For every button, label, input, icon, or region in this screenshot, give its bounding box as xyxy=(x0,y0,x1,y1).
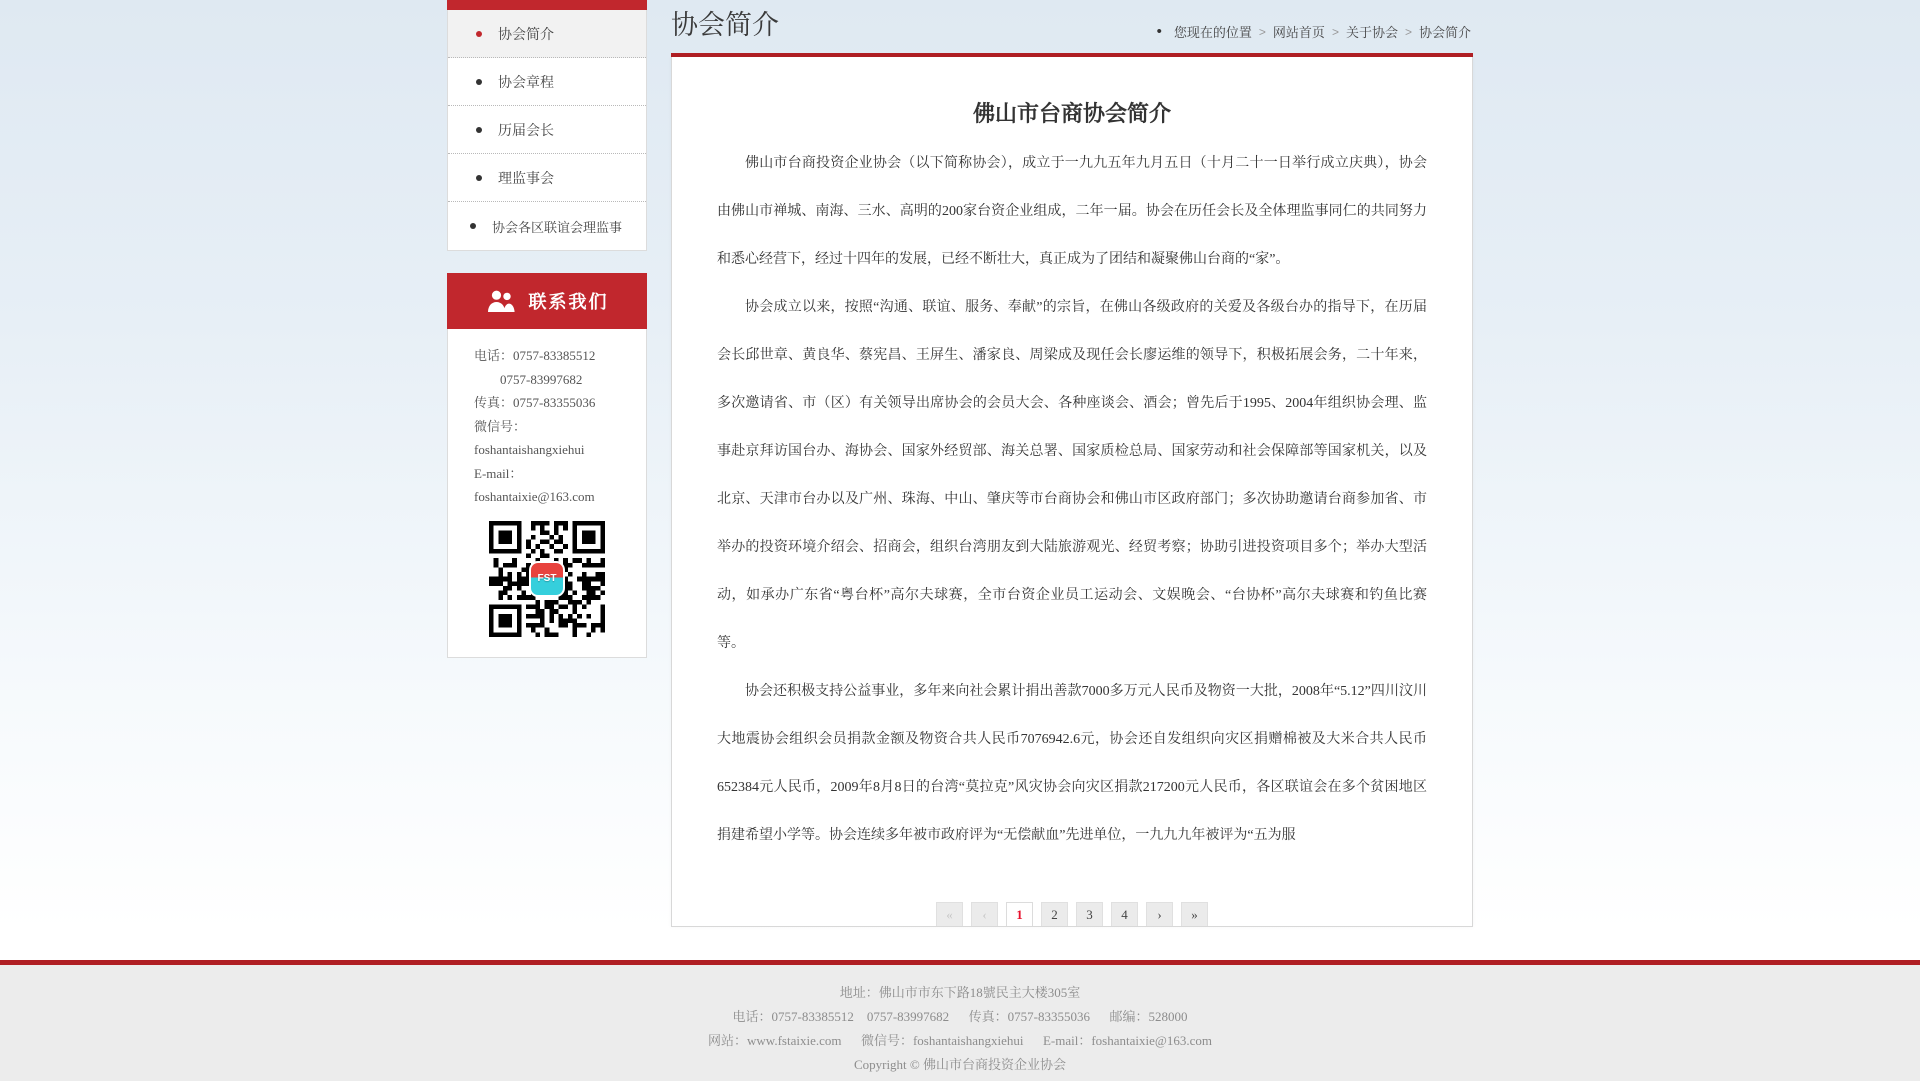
menu-item-label: 理监事会 xyxy=(498,169,554,186)
article-panel xyxy=(671,57,1473,927)
contact-line: 传真：0757-83355036 xyxy=(474,395,596,410)
bullet-icon xyxy=(476,79,482,85)
first-page-button: « xyxy=(936,902,963,927)
footer-line-3: 网站：www.fstaixie.com 微信号：foshantaishangxiehui E-mail：foshantaixie@163.com xyxy=(708,1033,1212,1048)
menu-item-label: 历届会长 xyxy=(498,121,554,138)
breadcrumb-bullet-icon: • xyxy=(1156,23,1162,40)
page-layout xyxy=(447,0,1473,931)
contact-line: E-mail： xyxy=(474,465,523,481)
breadcrumb-item-3[interactable]: 关于协会 xyxy=(1345,25,1398,40)
bullet-icon xyxy=(476,175,482,181)
page-2-button[interactable]: 2 xyxy=(1041,902,1068,927)
contact-us-label: 联系我们 xyxy=(528,292,609,312)
main-header xyxy=(671,0,1473,53)
pagination xyxy=(717,902,1427,927)
article-paragraph-2: 协会成立以来，按照“沟通、联谊、服务、奉献”的宗旨，在佛山各级政府的关爱及各级台办的指导下，在历届会长邱世章、黄良华、蔡宪昌、王屏生、潘家良、周梁成及现任会长廖运维的领导下，积极拓展会务，二十年来，多次邀请省、市（区）有关领导出席协会的会员大会、各种座谈会、酒会；曾先后于1995、2004年组织协会理、监事赴京拜访国台办、海协会、国家外经贸部、海关总署、国家质检总局、国家劳动和社会保障部等国家机关，以及北京、天津市台办以及广州、珠海、中山、肇庆等市台商协会和佛山市区政府部门；多次协助邀请台商参加省、市举办的投资环境介绍会、招商会，组织台湾朋友到大陆旅游观光、经贸考察；协助引进投资项目多个；举办大型活动，如承办广东省“粤台杯”高尔夫球赛，全市台资企业员工运动会、文娱晚会、“台协杯”高尔夫球赛和钓鱼比赛等。 xyxy=(717,300,1427,651)
bullet-icon xyxy=(476,31,482,37)
main-content-column xyxy=(671,0,1473,931)
people-icon xyxy=(486,289,516,314)
contact-line: 电话：0757-83385512 xyxy=(474,348,596,363)
menu-item-label: 协会各区联谊会理监事 xyxy=(492,219,623,235)
bullet-icon xyxy=(470,223,476,229)
last-page-button[interactable]: » xyxy=(1181,902,1208,927)
breadcrumb xyxy=(1157,22,1471,41)
sidebar-menu-item-4[interactable] xyxy=(448,154,646,202)
breadcrumb-separator: > xyxy=(1331,24,1339,39)
footer-line-2: 电话：0757-83385512 0757-83997682 传真：0757-83355036 邮编：528000 xyxy=(732,1009,1188,1024)
sidebar-menu-item-3[interactable] xyxy=(448,106,646,154)
prev-page-button: ‹ xyxy=(971,902,998,927)
article-title: 佛山市台商协会简介 xyxy=(972,101,1171,126)
footer xyxy=(0,960,1920,1081)
contact-us-banner xyxy=(447,273,647,329)
breadcrumb-separator: > xyxy=(1404,24,1412,39)
sidebar xyxy=(447,0,647,931)
article-paragraph-1: 佛山市台商投资企业协会（以下简称协会），成立于一九九五年九月五日（十月二十一日举行成立庆典），协会由佛山市禅城、南海、三水、高明的200家台资企业组成，二年一届。协会在历任会长及全体理监事同仁的共同努力和悉心经营下，经过十四年的发展，已经不断壮大，真正成为了团结和凝聚佛山台商的“家”。 xyxy=(717,156,1427,267)
contact-line: foshantaishangxiehui xyxy=(474,442,585,457)
article-body xyxy=(717,140,1427,860)
contact-lines xyxy=(448,344,646,509)
breadcrumb-item-1: 您现在的位置 xyxy=(1173,25,1252,40)
contact-line: 微信号： xyxy=(474,418,527,434)
page-title: 协会简介 xyxy=(671,10,779,40)
breadcrumb-item-2[interactable]: 网站首页 xyxy=(1272,25,1325,40)
next-page-button[interactable]: › xyxy=(1146,902,1173,927)
bullet-icon xyxy=(476,127,482,133)
sidebar-menu-item-1[interactable] xyxy=(448,10,646,58)
breadcrumb-separator: > xyxy=(1258,24,1266,39)
wechat-qr-code xyxy=(489,521,605,637)
article-paragraph-3: 协会还积极支持公益事业，多年来向社会累计捐出善款7000多万元人民币及物资一大批，2008年“5.12”四川汶川大地震协会组织会员捐款金额及物资合共人民币7076942.6元，协会还自发组织向灾区捐赠棉被及大米合共人民币652384元人民币，2009年8月8日的台湾“莫拉克”风灾协会向灾区捐款217200元人民币，各区联谊会在多个贫困地区捐建希望小学等。协会连续多年被市政府评为“无偿献血”先进单位，一九九九年被评为“五为服 xyxy=(717,684,1427,843)
page-1-button[interactable]: 1 xyxy=(1006,902,1033,927)
qr-center-logo: FST xyxy=(529,561,565,597)
sidebar-menu xyxy=(447,10,647,251)
page-3-button[interactable]: 3 xyxy=(1076,902,1103,927)
contact-line: foshantaixie@163.com xyxy=(474,489,595,504)
footer-line-4: Copyright © 佛山市台商投资企业协会 xyxy=(853,1057,1067,1072)
sidebar-menu-item-5[interactable] xyxy=(448,202,646,250)
sidebar-top-red-bar xyxy=(447,0,647,10)
footer-lines xyxy=(0,981,1920,1077)
menu-item-label: 协会简介 xyxy=(498,25,554,42)
contact-line: 0757-83997682 xyxy=(500,371,583,387)
breadcrumb-item-4[interactable]: 协会简介 xyxy=(1418,25,1471,40)
sidebar-menu-item-2[interactable] xyxy=(448,58,646,106)
menu-item-label: 协会章程 xyxy=(498,73,554,90)
footer-line-1: 地址：佛山市市东下路18號民主大楼305室 xyxy=(839,985,1081,1000)
contact-info-box xyxy=(447,329,647,658)
page-4-button[interactable]: 4 xyxy=(1111,902,1138,927)
